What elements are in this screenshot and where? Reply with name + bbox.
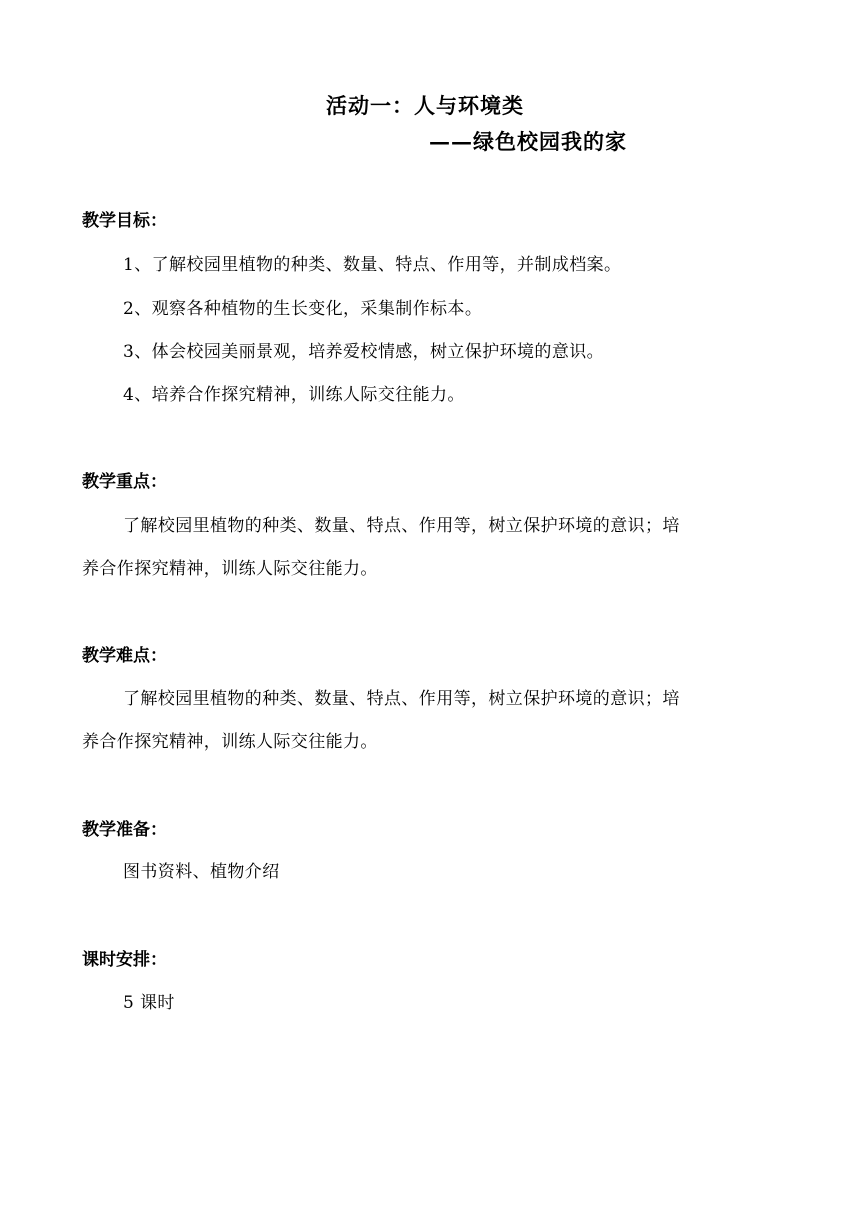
schedule-text: 5 课时 [123, 993, 175, 1013]
goals-heading: 教学目标： [82, 211, 167, 231]
difficulties-line-1: 了解校园里植物的种类、数量、特点、作用等，树立保护环境的意识；培 [123, 689, 680, 709]
preparation-heading: 教学准备： [82, 820, 167, 840]
key-points-heading: 教学重点： [82, 472, 167, 492]
goal-item-2: 2、观察各种植物的生长变化，采集制作标本。 [123, 299, 483, 319]
document-title: 活动一：人与环境类 [326, 93, 524, 118]
key-points-line-1: 了解校园里植物的种类、数量、特点、作用等，树立保护环境的意识；培 [123, 516, 680, 536]
difficulties-line-2: 养合作探究精神，训练人际交往能力。 [82, 732, 378, 752]
goal-item-4: 4、培养合作探究精神，训练人际交往能力。 [123, 385, 465, 405]
document-subtitle: ——绿色校园我的家 [429, 129, 627, 154]
difficulties-heading: 教学难点： [82, 646, 167, 666]
schedule-heading: 课时安排： [82, 950, 167, 970]
goal-item-1: 1、了解校园里植物的种类、数量、特点、作用等，并制成档案。 [123, 255, 622, 275]
key-points-line-2: 养合作探究精神，训练人际交往能力。 [82, 559, 378, 579]
goal-item-3: 3、体会校园美丽景观，培养爱校情感，树立保护环境的意识。 [123, 342, 605, 362]
preparation-text: 图书资料、植物介绍 [123, 862, 280, 882]
